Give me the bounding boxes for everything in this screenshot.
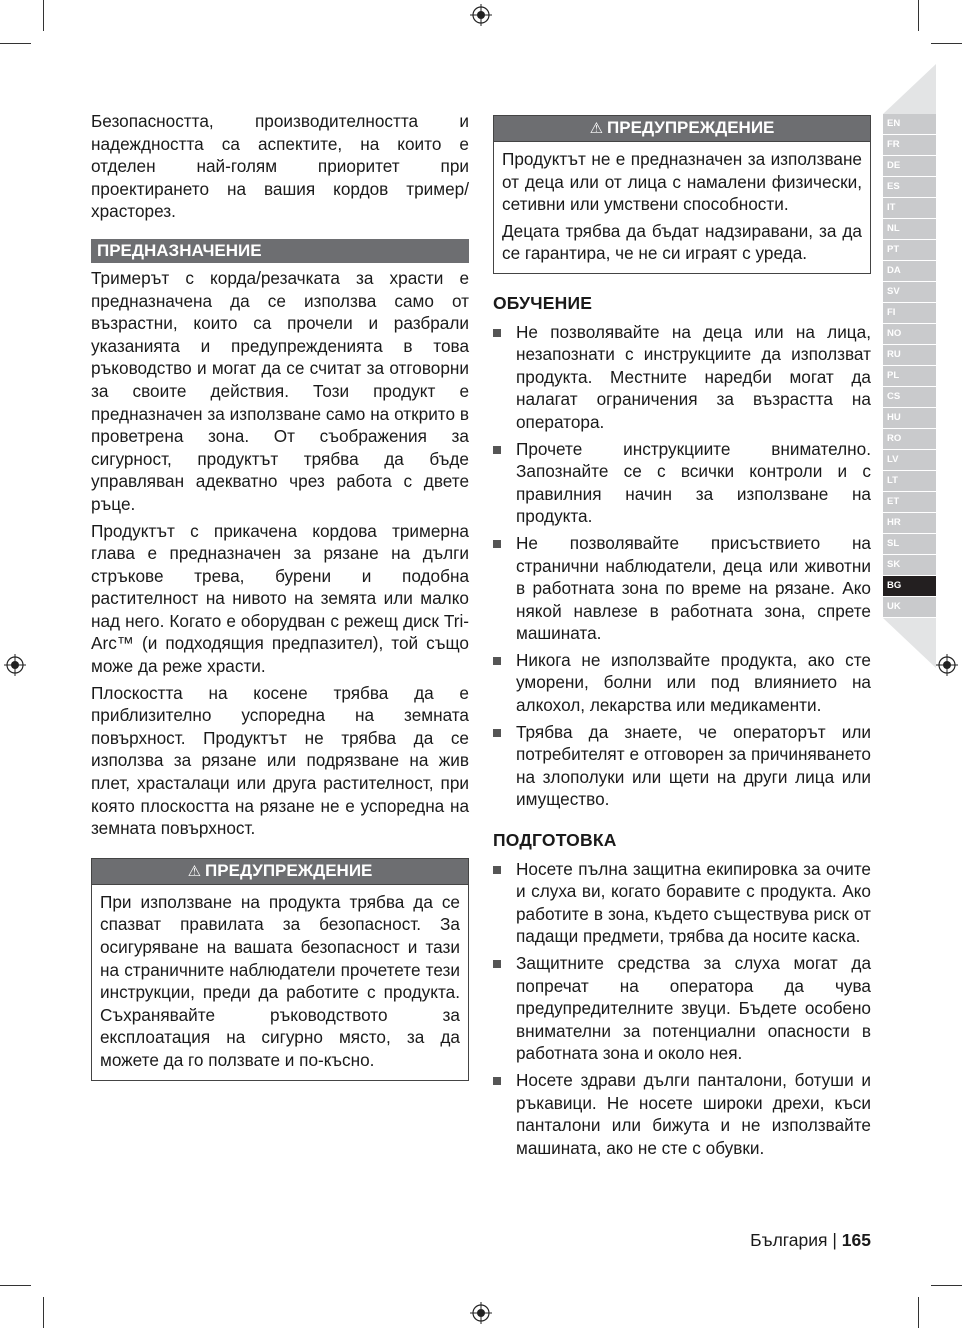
list-item: Никога не използвайте продукта, ако сте уморени, болни или под влиянието на алкохол, лекарства или медикаменти. [493,649,871,717]
language-item-es: ES [883,177,936,198]
crop-mark [43,0,44,31]
list-item: Не позволявайте на деца или на лица, незапознати с инструкциите да използват продукта. Местните наредби могат да налагат ограничения за възрастта на оператора. [493,321,871,434]
language-item-sl: SL [883,534,936,555]
crop-mark [931,1285,962,1286]
language-item-nl: NL [883,219,936,240]
body-paragraph: Продуктът с прикачена кордова тримерна глава е предназначен за рязане на дълги стръкове трева, бурени и подобна растителност на нивото на земята или малко над него. Когато е оборудван с режещ диск Tri-Arc™ (и подходящия предпазител), той също може да реже храсти. [91,520,469,677]
square-bullet-icon [493,1077,501,1085]
language-item-fi: FI [883,303,936,324]
tab-bottom-triangle [883,618,936,668]
registration-mark-icon [470,1302,492,1324]
warning-title: ПРЕДУПРЕЖДЕНИЕ [205,860,373,880]
language-item-it: IT [883,198,936,219]
language-item-hu: HU [883,408,936,429]
language-item-pl: PL [883,366,936,387]
intro-paragraph: Безопасността, производителността и надеждността са аспектите, на които е отделен най-голям приоритет при проектирането на вашия кордов тример/храсторез. [91,111,469,222]
language-item-fr: FR [883,135,936,156]
list-item: Носете здрави дълги панталони, ботуши и ръкавици. Не носете широки дрехи, къси панталони или бижута и не използвайте машината, ако не сте с обувки. [493,1069,871,1159]
crop-mark [931,43,962,44]
language-list [883,114,936,618]
language-item-no: NO [883,324,936,345]
crop-mark [0,1285,31,1286]
right-column [493,115,871,1163]
list-item: Не позволявайте присъствието на странични наблюдатели, деца или животни в работната зона по време на рязане. Ако някой навлезе в работната зона, спрете машината. [493,532,871,645]
section-title-training: ОБУЧЕНИЕ [493,292,593,313]
list-item: Прочете инструкциите внимателно. Запознайте се с всички контроли и с правилния начин за използване на продукта. [493,438,871,528]
registration-mark-icon [4,654,26,676]
footer-country: България [750,1230,828,1250]
section-title-intended-use: ПРЕДНАЗНАЧЕНИЕ [91,239,469,263]
square-bullet-icon [493,729,501,737]
list-item: Носете пълна защитна екипировка за очите и слуха ви, когато боравите с продукта. Ако работите в зона, където съществува риск от падащи предмети, трябва да носите каска. [493,858,871,948]
language-item-sk: SK [883,555,936,576]
warning-text: Продуктът не е предназначен за използване от деца или от лица с намалени физически, сетивни или умствени способности. [502,149,862,215]
language-item-sv: SV [883,282,936,303]
warning-triangle-icon: ⚠ [589,120,604,137]
warning-header [494,116,870,142]
language-item-da: DA [883,261,936,282]
language-item-bg: BG [883,576,936,597]
registration-mark-icon [936,654,958,676]
warning-header [92,859,468,885]
page-number: 165 [841,1230,871,1250]
footer-separator: | [832,1230,837,1250]
language-item-lt: LT [883,471,936,492]
warning-triangle-icon: ⚠ [187,862,202,880]
list-item: Защитните средства за слуха могат да попречат на оператора да чува предупредителните звуци. Бъдете особено внимателни за потенциални опасности в работната зона и около нея. [493,952,871,1065]
preparation-list [493,858,871,1160]
square-bullet-icon [493,540,501,548]
square-bullet-icon [493,866,501,874]
square-bullet-icon [493,446,501,454]
warning-box-children [493,115,871,274]
square-bullet-icon [493,657,501,665]
crop-mark [918,1297,919,1328]
language-item-hr: HR [883,513,936,534]
warning-body [92,885,468,1080]
warning-box-safety [91,858,469,1081]
warning-text: Децата трябва да бъдат надзиравани, за да се гарантира, че не си играят с уреда. [502,220,862,264]
language-item-lv: LV [883,450,936,471]
crop-mark [918,0,919,31]
language-item-ro: RO [883,429,936,450]
language-item-ru: RU [883,345,936,366]
tab-top-triangle [883,64,936,114]
left-column [91,110,469,1081]
language-item-cs: CS [883,387,936,408]
list-item: Трябва да знаете, че операторът или потребителят е отговорен за причиняването на злополуки или щети на други лица или имущество. [493,721,871,811]
warning-text: При използване на продукта трябва да се спазват правилата за безопасност. За осигуряване на вашата безопасност и тази на страничните наблюдатели прочетете тези инструкции, преди да работите с продукта. Съхранявайте ръководството за експлоатация на сигурно място, за да можете да го ползвате и по-късно. [100,891,460,1070]
square-bullet-icon [493,960,501,968]
language-item-pt: PT [883,240,936,261]
page-footer [750,1230,871,1251]
warning-title: ПРЕДУПРЕЖДЕНИЕ [607,118,775,137]
body-paragraph: Тримерът с корда/резачката за храсти е предназначена да се използва само от възрастни, които са прочели и разбрали указанията и предупрежденията в това ръководство и могат да се считат за отговорни за своите действия. Този продукт е предназначен за използване само на открито в проветрена зона. От съображения за сигурност, продуктът трябва да бъде управляван адекватно чрез работа с двете ръце. [91,267,469,514]
warning-body [494,142,870,273]
training-list [493,321,871,811]
language-item-et: ET [883,492,936,513]
language-tab [883,64,936,668]
crop-mark [0,43,31,44]
language-item-uk: UK [883,597,936,618]
section-title-preparation: ПОДГОТОВКА [493,830,617,851]
body-paragraph: Плоскостта на косене трябва да е приблизително успоредна на земната повърхност. Продуктът не трябва да се използва за рязане или подрязване на жив плет, храсталаци или друга растителност, при която плоскостта на рязане не е успоредна на земната повърхност. [91,682,469,839]
language-item-en: EN [883,114,936,135]
square-bullet-icon [493,329,501,337]
language-item-de: DE [883,156,936,177]
registration-mark-icon [470,4,492,26]
crop-mark [43,1297,44,1328]
